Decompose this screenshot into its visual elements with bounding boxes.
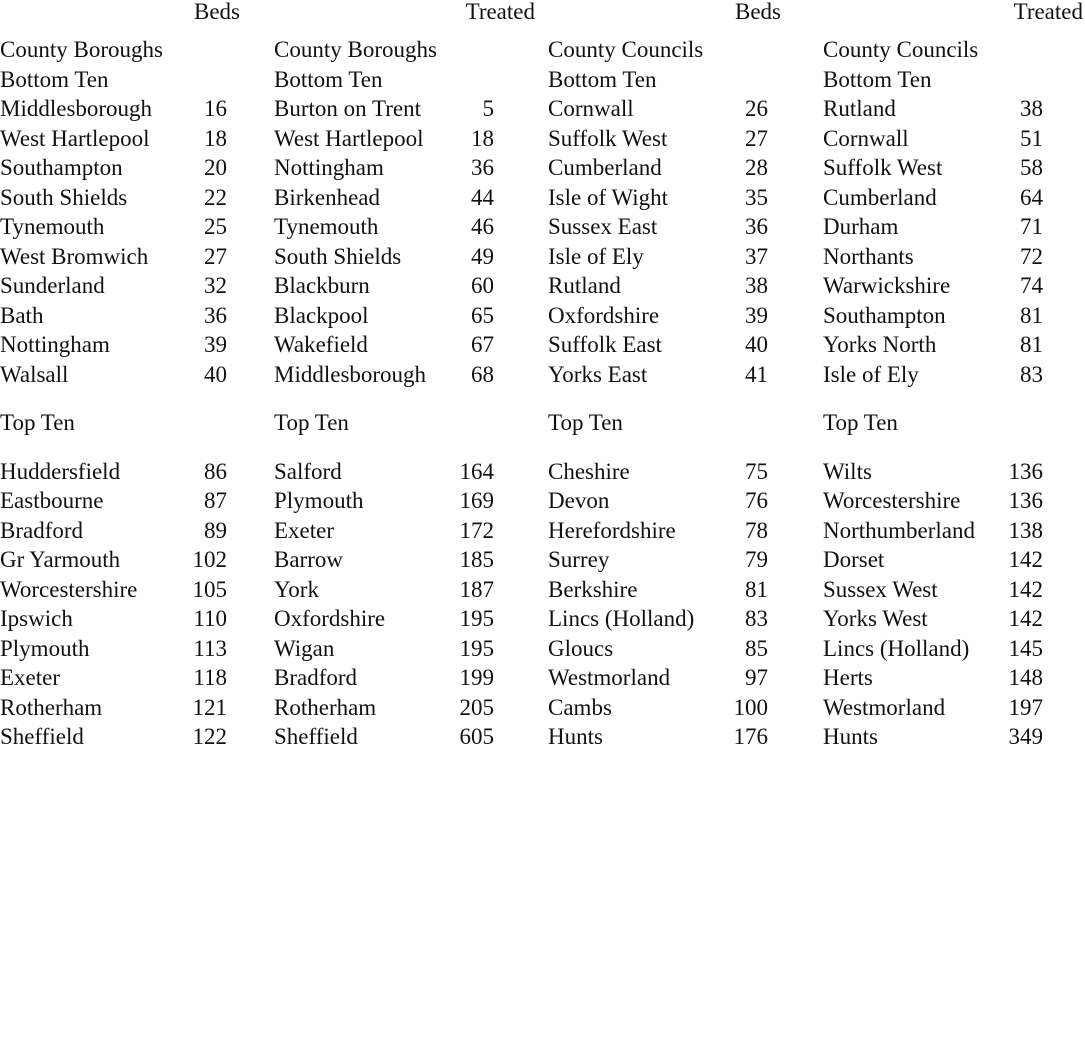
table-row <box>548 516 778 546</box>
area-name: Wakefield <box>274 332 368 357</box>
area-name: Burton on Trent <box>274 96 421 121</box>
area-value: 22 <box>204 184 227 210</box>
table-row <box>548 634 778 664</box>
area-name: Southampton <box>823 302 946 328</box>
table-row <box>0 516 240 546</box>
area-value: 20 <box>204 155 227 180</box>
area-name: Westmorland <box>548 665 671 690</box>
table-row <box>274 486 504 516</box>
area-name: Worcestershire <box>0 576 138 602</box>
area-name: Rotherham <box>274 694 377 720</box>
area-value: 18 <box>204 125 227 151</box>
table-row <box>548 301 778 331</box>
area-value: 28 <box>745 155 768 180</box>
ranking-table-2 <box>274 35 504 752</box>
area-name: Lincs (Holland) <box>548 606 695 631</box>
table-category: County Boroughs <box>274 37 437 62</box>
area-name: Nottingham <box>0 332 110 357</box>
area-name: Barrow <box>274 547 343 572</box>
area-value: 25 <box>204 214 227 239</box>
area-name: West Hartlepool <box>0 125 150 151</box>
area-name: Northumberland <box>823 517 976 543</box>
table-row <box>548 604 778 634</box>
area-value: 78 <box>745 517 768 543</box>
area-name: Dorset <box>823 547 885 572</box>
section-title-bottom-ten: Bottom Ten <box>0 66 109 92</box>
area-value: 142 <box>1008 606 1043 631</box>
table-row <box>0 94 240 124</box>
table-row <box>274 183 504 213</box>
table-row <box>274 94 504 124</box>
section-title-bottom-ten: Bottom Ten <box>823 66 932 92</box>
area-value: 187 <box>459 576 494 602</box>
area-name: Warwickshire <box>823 273 951 298</box>
table-row <box>548 212 778 242</box>
area-name: Yorks North <box>823 332 937 357</box>
table-row <box>0 242 240 272</box>
column-header-treated: Treated <box>1013 0 1083 24</box>
area-value: 121 <box>192 694 227 720</box>
table-row <box>823 360 1053 390</box>
table-row <box>548 242 778 272</box>
area-value: 75 <box>745 458 768 484</box>
area-value: 199 <box>459 665 494 690</box>
table-row <box>823 301 1053 331</box>
table-row <box>0 722 240 752</box>
area-name: Rutland <box>823 96 896 121</box>
area-value: 74 <box>1020 273 1043 298</box>
area-name: Wigan <box>274 635 335 661</box>
area-name: Bradford <box>0 517 84 543</box>
area-value: 46 <box>471 214 494 239</box>
area-name: Rutland <box>548 273 621 298</box>
area-name: Suffolk East <box>548 332 662 357</box>
area-name: Sussex West <box>823 576 938 602</box>
area-name: Yorks East <box>548 361 648 387</box>
table-row <box>274 330 504 360</box>
section-title-bottom-ten: Bottom Ten <box>274 66 383 92</box>
area-name: York <box>274 576 319 602</box>
table-row <box>823 693 1053 723</box>
area-value: 86 <box>204 458 227 484</box>
table-row <box>823 153 1053 183</box>
area-name: Suffolk West <box>823 155 943 180</box>
area-name: Isle of Ely <box>823 361 919 387</box>
table-row <box>0 545 240 575</box>
area-name: Bath <box>0 302 44 328</box>
table-row <box>274 360 504 390</box>
table-row <box>274 212 504 242</box>
table-row <box>274 693 504 723</box>
area-value: 39 <box>204 332 227 357</box>
area-value: 68 <box>471 361 494 387</box>
area-value: 26 <box>745 96 768 121</box>
area-value: 197 <box>1008 694 1043 720</box>
table-category: County Councils <box>548 37 704 62</box>
area-value: 83 <box>1020 361 1043 387</box>
table-row <box>274 722 504 752</box>
area-name: Isle of Wight <box>548 184 669 210</box>
area-value: 85 <box>745 635 768 661</box>
area-value: 89 <box>204 517 227 543</box>
table-row <box>823 212 1053 242</box>
area-name: Blackburn <box>274 273 370 298</box>
table-row <box>823 604 1053 634</box>
area-name: Durham <box>823 214 899 239</box>
area-name: Hunts <box>548 724 603 749</box>
area-value: 49 <box>471 243 494 269</box>
area-value: 142 <box>1008 576 1043 602</box>
area-name: Oxfordshire <box>548 302 660 328</box>
area-name: Rotherham <box>0 694 103 720</box>
area-value: 38 <box>1020 96 1043 121</box>
area-name: Plymouth <box>0 635 90 661</box>
table-row <box>823 242 1053 272</box>
table-category: County Boroughs <box>0 37 163 62</box>
area-name: Tynemouth <box>0 214 105 239</box>
area-name: Surrey <box>548 547 610 572</box>
table-row <box>0 212 240 242</box>
table-row <box>823 94 1053 124</box>
area-name: Berkshire <box>548 576 638 602</box>
area-value: 36 <box>471 155 494 180</box>
area-value: 148 <box>1008 665 1043 690</box>
area-name: Walsall <box>0 361 69 387</box>
table-row <box>823 486 1053 516</box>
area-name: Suffolk West <box>548 125 668 151</box>
area-value: 65 <box>471 302 494 328</box>
section-gap <box>548 438 778 457</box>
area-name: Eastbourne <box>0 488 104 513</box>
table-row <box>0 693 240 723</box>
table-row <box>548 94 778 124</box>
section-title-top-ten: Top Ten <box>548 410 623 435</box>
table-row <box>823 545 1053 575</box>
area-value: 105 <box>192 576 227 602</box>
table-row <box>274 301 504 331</box>
area-name: Isle of Ely <box>548 243 644 269</box>
table-row <box>0 124 240 154</box>
area-name: Sussex East <box>548 214 658 239</box>
area-value: 136 <box>1008 488 1043 513</box>
table-row <box>0 153 240 183</box>
area-value: 97 <box>745 665 768 690</box>
area-value: 79 <box>745 547 768 572</box>
table-row <box>274 153 504 183</box>
area-value: 36 <box>204 302 227 328</box>
table-row <box>0 457 240 487</box>
ranking-table-1 <box>0 35 240 752</box>
area-name: Birkenhead <box>274 184 381 210</box>
area-value: 38 <box>745 273 768 298</box>
table-row <box>274 604 504 634</box>
table-row <box>823 271 1053 301</box>
table-row <box>548 330 778 360</box>
area-name: Southampton <box>0 155 123 180</box>
area-value: 60 <box>471 273 494 298</box>
ranking-table-4 <box>823 35 1053 752</box>
area-value: 40 <box>745 332 768 357</box>
table-row <box>548 545 778 575</box>
area-value: 110 <box>193 606 227 631</box>
table-row <box>548 693 778 723</box>
area-name: Huddersfield <box>0 458 121 484</box>
table-row <box>548 360 778 390</box>
section-gap <box>0 389 240 408</box>
area-name: Yorks West <box>823 606 928 631</box>
table-row <box>0 330 240 360</box>
area-value: 40 <box>204 361 227 387</box>
area-value: 195 <box>459 606 494 631</box>
area-value: 205 <box>459 694 494 720</box>
area-name: South Shields <box>274 243 402 269</box>
section-gap <box>274 438 504 457</box>
area-value: 27 <box>745 125 768 151</box>
section-gap <box>548 389 778 408</box>
area-value: 81 <box>745 576 768 602</box>
area-value: 41 <box>745 361 768 387</box>
area-name: Oxfordshire <box>274 606 386 631</box>
table-row <box>274 634 504 664</box>
area-name: Cumberland <box>823 184 937 210</box>
table-row <box>548 457 778 487</box>
area-name: Lincs (Holland) <box>823 635 970 661</box>
area-value: 195 <box>459 635 494 661</box>
section-gap <box>823 389 1053 408</box>
area-name: Sheffield <box>0 724 84 749</box>
area-value: 118 <box>193 665 227 690</box>
area-value: 81 <box>1020 332 1043 357</box>
area-name: Cornwall <box>823 125 909 151</box>
area-value: 58 <box>1020 155 1043 180</box>
area-name: Cambs <box>548 694 612 720</box>
area-value: 32 <box>204 273 227 298</box>
area-name: Middlesborough <box>274 361 427 387</box>
table-row <box>548 183 778 213</box>
area-name: Worcestershire <box>823 488 961 513</box>
ranking-table-3 <box>548 35 778 752</box>
area-value: 5 <box>482 96 494 121</box>
table-row <box>823 663 1053 693</box>
area-value: 72 <box>1020 243 1043 269</box>
table-row <box>548 486 778 516</box>
area-value: 176 <box>733 724 768 749</box>
table-row <box>274 545 504 575</box>
area-value: 64 <box>1020 184 1043 210</box>
table-row <box>0 575 240 605</box>
area-value: 138 <box>1008 517 1043 543</box>
area-name: Northants <box>823 243 914 269</box>
area-name: Salford <box>274 458 342 484</box>
area-value: 102 <box>192 547 227 572</box>
area-name: Gloucs <box>548 635 614 661</box>
area-name: Gr Yarmouth <box>0 547 121 572</box>
area-value: 37 <box>745 243 768 269</box>
table-row <box>0 301 240 331</box>
area-value: 81 <box>1020 302 1043 328</box>
table-row <box>0 486 240 516</box>
area-value: 36 <box>745 214 768 239</box>
table-row <box>823 183 1053 213</box>
area-value: 67 <box>471 332 494 357</box>
area-value: 44 <box>471 184 494 210</box>
area-name: Cornwall <box>548 96 634 121</box>
area-value: 100 <box>733 694 768 720</box>
area-name: Herts <box>823 665 873 690</box>
section-gap <box>274 389 504 408</box>
table-row <box>548 271 778 301</box>
area-name: Tynemouth <box>274 214 379 239</box>
area-value: 76 <box>745 488 768 513</box>
area-value: 172 <box>459 517 494 543</box>
area-value: 605 <box>459 724 494 749</box>
area-name: Cumberland <box>548 155 662 180</box>
area-name: Sunderland <box>0 273 105 298</box>
area-name: Plymouth <box>274 488 364 513</box>
area-value: 27 <box>204 243 227 269</box>
area-name: South Shields <box>0 184 128 210</box>
area-name: Herefordshire <box>548 517 676 543</box>
area-name: Devon <box>548 488 610 513</box>
area-value: 35 <box>745 184 768 210</box>
area-value: 185 <box>459 547 494 572</box>
area-name: Hunts <box>823 724 878 749</box>
section-gap <box>823 438 1053 457</box>
table-category: County Councils <box>823 37 979 62</box>
area-name: Sheffield <box>274 724 358 749</box>
table-row <box>823 575 1053 605</box>
area-value: 16 <box>204 96 227 121</box>
table-row <box>823 330 1053 360</box>
area-value: 349 <box>1008 724 1043 749</box>
area-name: Bradford <box>274 665 358 690</box>
table-row <box>274 663 504 693</box>
area-value: 39 <box>745 302 768 328</box>
column-header-treated: Treated <box>465 0 535 24</box>
area-value: 113 <box>193 635 227 661</box>
column-header-beds: Beds <box>735 0 781 24</box>
table-row <box>823 516 1053 546</box>
area-value: 83 <box>745 606 768 631</box>
section-title-top-ten: Top Ten <box>0 410 75 435</box>
table-row <box>823 722 1053 752</box>
table-row <box>548 124 778 154</box>
area-name: Exeter <box>274 517 335 543</box>
area-value: 136 <box>1008 458 1043 484</box>
table-row <box>0 663 240 693</box>
table-row <box>0 634 240 664</box>
table-row <box>548 575 778 605</box>
area-value: 164 <box>459 458 494 484</box>
column-header-beds: Beds <box>194 0 240 24</box>
area-name: Ipswich <box>0 606 73 631</box>
section-title-top-ten: Top Ten <box>823 410 898 435</box>
table-row <box>823 457 1053 487</box>
table-row <box>274 575 504 605</box>
area-name: West Hartlepool <box>274 125 424 151</box>
area-name: Exeter <box>0 665 61 690</box>
table-row <box>274 242 504 272</box>
area-value: 18 <box>471 125 494 151</box>
area-name: Wilts <box>823 458 872 484</box>
table-row <box>274 516 504 546</box>
table-row <box>0 183 240 213</box>
table-row <box>548 663 778 693</box>
section-title-bottom-ten: Bottom Ten <box>548 66 657 92</box>
table-row <box>274 271 504 301</box>
area-name: Nottingham <box>274 155 384 180</box>
table-row <box>274 124 504 154</box>
area-name: Cheshire <box>548 458 630 484</box>
area-name: West Bromwich <box>0 243 149 269</box>
table-row <box>0 360 240 390</box>
table-row <box>548 722 778 752</box>
table-row <box>274 457 504 487</box>
area-value: 71 <box>1020 214 1043 239</box>
table-row <box>0 604 240 634</box>
area-name: Blackpool <box>274 302 369 328</box>
area-value: 169 <box>459 488 494 513</box>
table-row <box>548 153 778 183</box>
area-value: 51 <box>1020 125 1043 151</box>
table-row <box>0 271 240 301</box>
section-gap <box>0 438 240 457</box>
area-name: Westmorland <box>823 694 946 720</box>
table-row <box>823 634 1053 664</box>
area-name: Middlesborough <box>0 96 153 121</box>
area-value: 142 <box>1008 547 1043 572</box>
area-value: 145 <box>1008 635 1043 661</box>
area-value: 87 <box>204 488 227 513</box>
table-row <box>823 124 1053 154</box>
section-title-top-ten: Top Ten <box>274 410 349 435</box>
area-value: 122 <box>192 724 227 749</box>
